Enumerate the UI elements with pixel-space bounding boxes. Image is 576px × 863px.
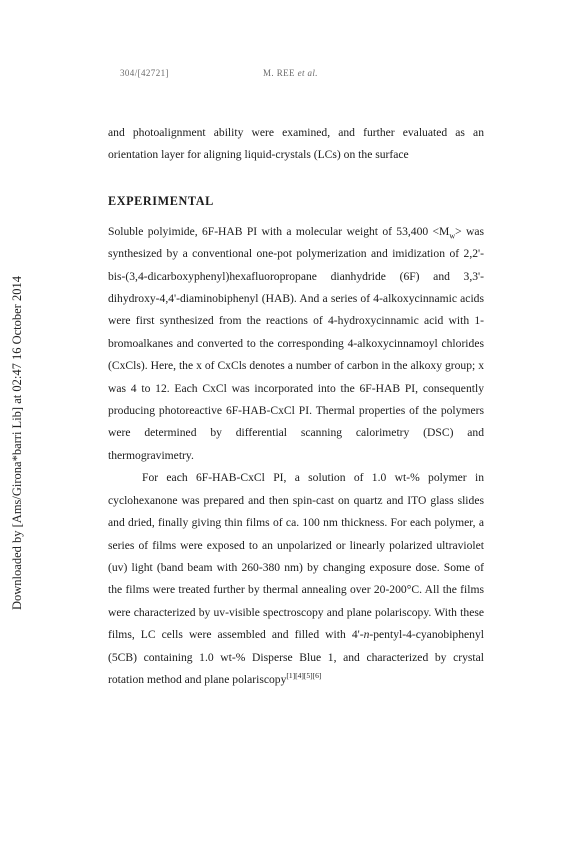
para2-text-b: -pentyl-4-cyanobiphenyl (5CB) containing 1.0 wt-% Disperse Blue 1, and characterized by crystal rotation method and plane polariscopy bbox=[108, 628, 484, 686]
running-header-etal: et al. bbox=[297, 68, 318, 78]
para2-text-a: For each 6F-HAB-CxCl PI, a solution of 1.0 wt-% polymer in cyclohexanone was prepared and then spin-cast on quartz and ITO glass slides and dried, finally giving thin films of ca. 100 nm thickness. For each polymer, a series of films were exposed to an unpolarized or linearly polarized ultraviolet (uv) light (band beam with 260-380 nm) by changing exposure dose. Some of the films were treated further by thermal annealing over 20-200°C. All the films were characterized by uv-visible spectroscopy and plane polariscopy. With these films, LC cells were assembled and filled with 4'- bbox=[108, 471, 484, 642]
running-header-authors bbox=[263, 68, 318, 78]
intro-paragraph-fragment: and photoalignment ability were examined, and further evaluated as an orientation layer for aligning liquid-crystals (LCs) on the surface bbox=[108, 126, 484, 162]
para2-citation: [1][4][5][6] bbox=[286, 671, 322, 681]
para1-subscript: w bbox=[449, 231, 456, 241]
para1-text-b: > was synthesized by a conventional one-pot polymerization and imidization of 2,2'-bis-(3,4-dicarboxyphenyl)hexafluoropropane dianhydride (6F) and 3,3'-dihydroxy-4,4'-diaminobiphenyl (HAB). And a series of 4-alkoxycinnamic acids were first synthesized from the reactions of 4-hydroxycinnamic acid with 1-bromoalkanes and converted to the corresponding 4-alkoxycinnamoyl chlorides (CxCls). Here, the x of CxCls denotes a number of carbon in the alkoxy group; x was 4 to 12. Each CxCl was incorporated into the 6F-HAB PI, consequently producing photoreactive 6F-HAB-CxCl PI. Thermal properties of the polymers were determined by differential scanning calorimetry (DSC) and thermogravimetry. bbox=[108, 224, 484, 462]
section-heading: EXPERIMENTAL bbox=[108, 193, 214, 208]
running-header bbox=[0, 68, 576, 82]
running-header-author-name: M. REE bbox=[263, 68, 295, 78]
download-watermark bbox=[0, 0, 30, 863]
para2-italic: n bbox=[363, 628, 370, 642]
experimental-paragraph-2 bbox=[108, 467, 484, 691]
page-body bbox=[108, 122, 484, 691]
running-header-page-id: 304/[42721] bbox=[120, 68, 169, 78]
experimental-paragraph-1 bbox=[108, 221, 484, 467]
para1-text-a: Soluble polyimide, 6F-HAB PI with a molecular weight of 53,400 <M bbox=[108, 224, 450, 238]
download-watermark-text: Downloaded by [Ams/Girona*barri Lib] at 02:47 16 October 2014 bbox=[10, 276, 24, 610]
